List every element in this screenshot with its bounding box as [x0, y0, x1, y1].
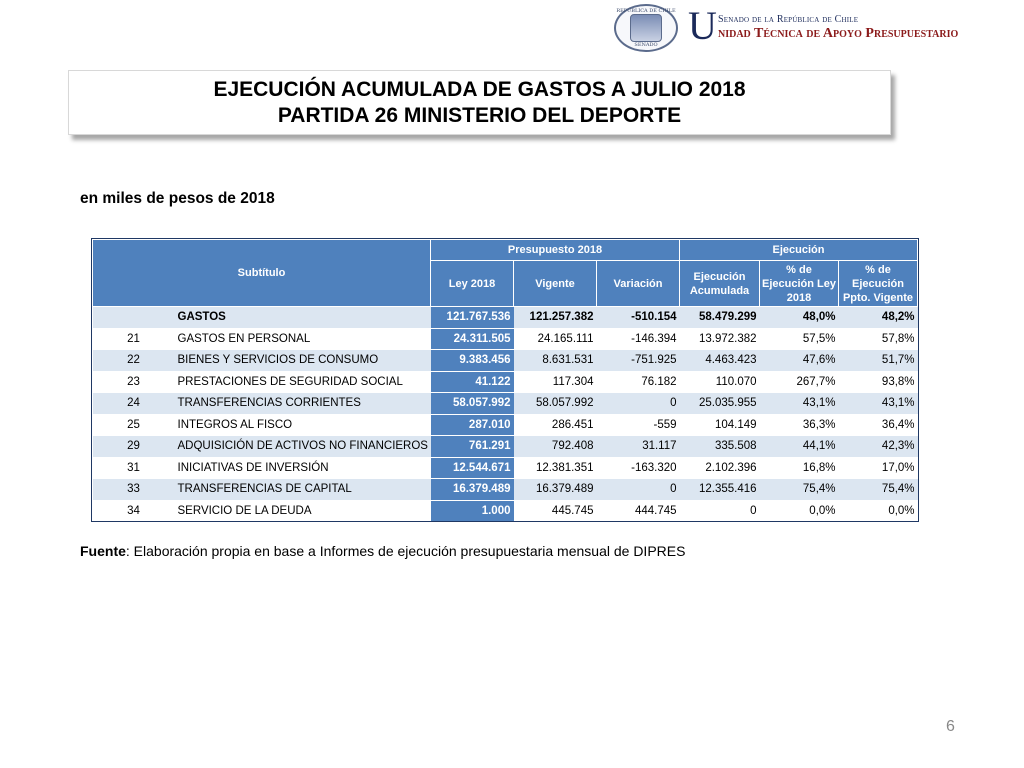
row-vigente: 121.257.382: [514, 307, 597, 329]
table-row: [93, 436, 918, 458]
header-subtitulo: Subtítulo: [93, 240, 431, 307]
brand-initial: U: [688, 3, 717, 48]
row-name: GASTOS EN PERSONAL: [175, 328, 431, 350]
page-number: 6: [946, 718, 955, 735]
row-pct-ley: 267,7%: [760, 371, 839, 393]
header-vigente: Vigente: [514, 261, 597, 307]
row-pct-ley: 75,4%: [760, 479, 839, 501]
table-row: [93, 500, 918, 521]
table-row-total: [93, 307, 918, 329]
table-row: [93, 393, 918, 415]
row-code: 31: [93, 457, 175, 479]
row-vigente: 16.379.489: [514, 479, 597, 501]
row-pct-ley: 44,1%: [760, 436, 839, 458]
row-code: 22: [93, 350, 175, 372]
row-ley: 9.383.456: [431, 350, 514, 372]
row-variacion: -510.154: [597, 307, 680, 329]
row-name: TRANSFERENCIAS CORRIENTES: [175, 393, 431, 415]
row-name: INICIATIVAS DE INVERSIÓN: [175, 457, 431, 479]
row-pct-vigente: 0,0%: [839, 500, 918, 521]
row-name: SERVICIO DE LA DEUDA: [175, 500, 431, 521]
row-name: ADQUISICIÓN DE ACTIVOS NO FINANCIEROS: [175, 436, 431, 458]
row-pct-ley: 0,0%: [760, 500, 839, 521]
row-vigente: 12.381.351: [514, 457, 597, 479]
seal-bottom-text: SENADO: [634, 42, 658, 48]
row-ley: 761.291: [431, 436, 514, 458]
row-pct-vigente: 57,8%: [839, 328, 918, 350]
row-ejec: 12.355.416: [680, 479, 760, 501]
row-vigente: 24.165.111: [514, 328, 597, 350]
row-ejec: 2.102.396: [680, 457, 760, 479]
header-ley: Ley 2018: [431, 261, 514, 307]
row-variacion: -163.320: [597, 457, 680, 479]
row-ley: 121.767.536: [431, 307, 514, 329]
table-row: [93, 414, 918, 436]
header-ejecucion: Ejecución: [680, 240, 918, 261]
seal-top-text: REPÚBLICA DE CHILE: [616, 8, 676, 14]
row-variacion: 31.117: [597, 436, 680, 458]
row-pct-vigente: 17,0%: [839, 457, 918, 479]
row-variacion: -751.925: [597, 350, 680, 372]
row-code: 34: [93, 500, 175, 521]
row-pct-ley: 16,8%: [760, 457, 839, 479]
row-vigente: 286.451: [514, 414, 597, 436]
title-box: [68, 70, 891, 135]
row-vigente: 445.745: [514, 500, 597, 521]
row-code: 24: [93, 393, 175, 415]
table-row: [93, 350, 918, 372]
table-row: [93, 457, 918, 479]
source-label: Fuente: [80, 543, 126, 559]
source-note: [80, 543, 685, 559]
row-pct-ley: 36,3%: [760, 414, 839, 436]
row-variacion: 0: [597, 393, 680, 415]
row-code: 33: [93, 479, 175, 501]
row-ley: 41.122: [431, 371, 514, 393]
title-line-2: PARTIDA 26 MINISTERIO DEL DEPORTE: [277, 103, 682, 127]
row-ejec: 25.035.955: [680, 393, 760, 415]
row-variacion: -559: [597, 414, 680, 436]
row-ejec: 4.463.423: [680, 350, 760, 372]
row-name: GASTOS: [175, 307, 431, 329]
row-ley: 12.544.671: [431, 457, 514, 479]
row-vigente: 8.631.531: [514, 350, 597, 372]
row-code: [93, 307, 175, 329]
coat-of-arms-icon: [630, 14, 662, 42]
row-pct-vigente: 43,1%: [839, 393, 918, 415]
row-code: 29: [93, 436, 175, 458]
row-name: PRESTACIONES DE SEGURIDAD SOCIAL: [175, 371, 431, 393]
row-vigente: 792.408: [514, 436, 597, 458]
header-ejec-acum: Ejecución Acumulada: [680, 261, 760, 307]
row-ejec: 58.479.299: [680, 307, 760, 329]
row-ejec: 335.508: [680, 436, 760, 458]
header-variacion: Variación: [597, 261, 680, 307]
brand-line-1: Senado de la República de Chile: [718, 14, 859, 25]
senado-seal-logo: [614, 4, 678, 52]
row-pct-ley: 43,1%: [760, 393, 839, 415]
row-name: BIENES Y SERVICIOS DE CONSUMO: [175, 350, 431, 372]
row-pct-ley: 48,0%: [760, 307, 839, 329]
row-pct-vigente: 42,3%: [839, 436, 918, 458]
row-pct-ley: 47,6%: [760, 350, 839, 372]
row-code: 23: [93, 371, 175, 393]
row-variacion: -146.394: [597, 328, 680, 350]
row-ley: 16.379.489: [431, 479, 514, 501]
row-ley: 1.000: [431, 500, 514, 521]
row-variacion: 444.745: [597, 500, 680, 521]
row-ejec: 0: [680, 500, 760, 521]
row-ley: 58.057.992: [431, 393, 514, 415]
row-ley: 24.311.505: [431, 328, 514, 350]
row-name: TRANSFERENCIAS DE CAPITAL: [175, 479, 431, 501]
row-pct-vigente: 48,2%: [839, 307, 918, 329]
row-ejec: 110.070: [680, 371, 760, 393]
row-pct-vigente: 36,4%: [839, 414, 918, 436]
row-pct-vigente: 75,4%: [839, 479, 918, 501]
row-vigente: 117.304: [514, 371, 597, 393]
brand-line-2: nidad Técnica de Apoyo Presupuestario: [718, 26, 959, 41]
header-pct-vigente: % de Ejecución Ppto. Vigente: [839, 261, 918, 307]
row-vigente: 58.057.992: [514, 393, 597, 415]
row-ley: 287.010: [431, 414, 514, 436]
units-label: en miles de pesos de 2018: [80, 190, 275, 207]
source-text: : Elaboración propia en base a Informes de ejecución presupuestaria mensual de DIPRES: [125, 543, 686, 559]
row-code: 25: [93, 414, 175, 436]
row-pct-vigente: 51,7%: [839, 350, 918, 372]
budget-table: [92, 239, 918, 521]
row-code: 21: [93, 328, 175, 350]
row-variacion: 0: [597, 479, 680, 501]
table-row: [93, 371, 918, 393]
header-pct-ley: % de Ejecución Ley 2018: [760, 261, 839, 307]
row-variacion: 76.182: [597, 371, 680, 393]
table-row: [93, 328, 918, 350]
row-name: INTEGROS AL FISCO: [175, 414, 431, 436]
title-line-1: EJECUCIÓN ACUMULADA DE GASTOS A JULIO 2018: [213, 77, 746, 101]
row-pct-vigente: 93,8%: [839, 371, 918, 393]
row-ejec: 13.972.382: [680, 328, 760, 350]
table-row: [93, 479, 918, 501]
row-pct-ley: 57,5%: [760, 328, 839, 350]
row-ejec: 104.149: [680, 414, 760, 436]
header-presupuesto: Presupuesto 2018: [431, 240, 680, 261]
